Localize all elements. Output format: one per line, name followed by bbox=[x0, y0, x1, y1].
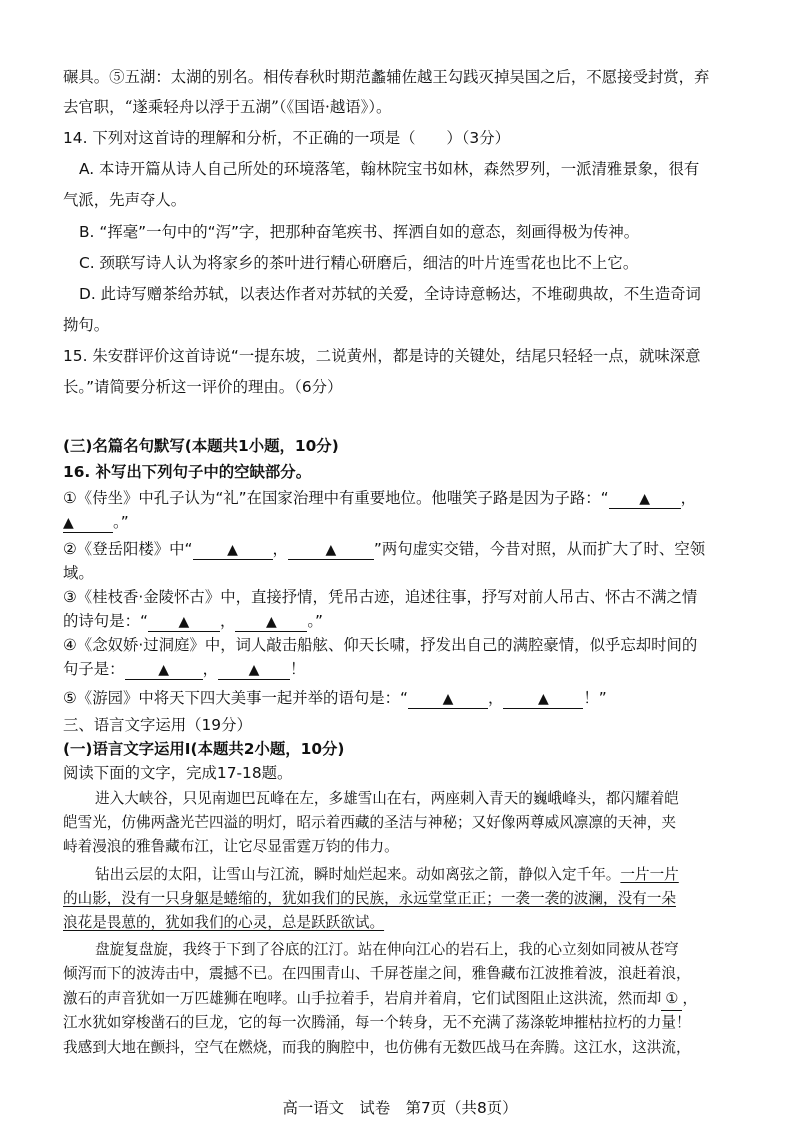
q14-option-b: B. “挥毫”一句中的“泻”字，把那种奋笔疾书、挥洒自如的意态，刻画得极为传神。 bbox=[79, 223, 640, 241]
q16-item-2-cont: 域。 bbox=[63, 564, 94, 582]
q15-line-2: 长。”请简要分析这一评价的理由。（6分） bbox=[63, 378, 343, 396]
answer-blank[interactable]: ▲ bbox=[148, 614, 220, 632]
q16-item-1: ①《侍坐》中孔子认为“礼”在国家治理中有重要地位。他嗤笑子路是因为子路：“ ▲ ， bbox=[63, 489, 697, 507]
q15-line-1: 15. 朱安群评价这首诗说“一提东坡，二说黄州，都是诗的关键处，结尾只轻轻一点，就味深意 bbox=[63, 347, 701, 365]
q16-item-2: ②《登岳阳楼》中“ ▲ ， ▲ ”两句虚实交错，今昔对照，从而扩大了时、空领 bbox=[63, 540, 706, 558]
q16-item-3: ③《桂枝香·金陵怀古》中，直接抒情，凭吊古迹，追述往事，抒写对前人吊古、怀古不满之情 bbox=[63, 588, 698, 606]
q14-option-d: D. 此诗写赠茶给苏轼，以表达作者对苏轼的关爱，全诗诗意畅达，不堆砌典故，不生造奇词 bbox=[79, 285, 701, 303]
q16-item-3-cont: 的诗句是：“ ▲ ， ▲ 。” bbox=[63, 612, 324, 630]
passage-p1-line-3: 峙着漫浪的雅鲁藏布江，让它尽显雷霆万钧的伟力。 bbox=[63, 838, 399, 855]
answer-blank[interactable]: ▲ bbox=[63, 515, 113, 533]
q14-option-c: C. 颈联写诗人认为将家乡的茶叶进行精心研磨后，细洁的叶片连雪花也比不上它。 bbox=[79, 254, 639, 272]
passage-p2-line-2: 的山影，没有一只身躯是蜷缩的，犹如我们的民族，永远堂堂正正；一袭一袭的波澜，没有一朵 bbox=[63, 890, 676, 907]
q14-option-a: A. 本诗开篇从诗人自己所处的环境落笔，翰林院宝书如林，森然罗列，一派清雅景象，很有 bbox=[79, 160, 700, 178]
part-3-subheading: (一)语言文字运用Ⅰ(本题共2小题，10分) bbox=[63, 740, 345, 758]
note-line-2: 去官职，“遂乘轻舟以浮于五湖”（《国语·越语》）。 bbox=[63, 98, 392, 116]
blank-marker-1[interactable]: ① bbox=[661, 988, 682, 1011]
answer-blank[interactable]: ▲ bbox=[235, 614, 307, 632]
q16-item-1-cont: ▲ 。” bbox=[63, 513, 129, 531]
passage-p3-line-5: 我感到大地在颤抖，空气在燃烧，而我的胸腔中，也仿佛有无数匹战马在奔腾。这江水，这洪流， bbox=[63, 1039, 691, 1056]
answer-blank[interactable]: ▲ bbox=[218, 662, 290, 680]
passage-p1-line-2: 皑雪光，仿佛两盏光芒四溢的明灯，昭示着西藏的圣洁与神秘；又好像两尊威风凛凛的天神，夹 bbox=[63, 814, 676, 831]
part-3-heading: 三、语言文字运用（19分） bbox=[63, 716, 252, 734]
reading-instruction: 阅读下面的文字，完成17-18题。 bbox=[63, 764, 293, 782]
underlined-sentence: 一片一片 bbox=[620, 866, 679, 883]
answer-blank[interactable]: ▲ bbox=[503, 691, 583, 709]
q16-item-5: ⑤《游园》中将天下四大美事一起并举的语句是：“ ▲ ， ▲ ！” bbox=[63, 689, 607, 707]
passage-p3-line-4: 江水犹如穿梭凿石的巨龙，它的每一次腾涌，每一个转身，无不充满了荡涤乾坤摧枯拉朽的力量！ bbox=[63, 1014, 691, 1031]
section-3-heading: (三)名篇名句默写(本题共1小题，10分) bbox=[63, 437, 339, 455]
answer-blank[interactable]: ▲ bbox=[288, 542, 374, 560]
passage-p2-line-3: 浪花是畏葸的，犹如我们的心灵，总是跃跃欲试。 bbox=[63, 914, 385, 931]
answer-blank[interactable]: ▲ bbox=[408, 691, 488, 709]
q16-item-4-cont: 句子是： ▲ ， ▲ ！ bbox=[63, 660, 306, 678]
passage-p2-line-1: 钻出云层的太阳，让雪山与江流，瞬时灿烂起来。动如离弦之箭，静似入定千年。一片一片 bbox=[95, 866, 679, 883]
q14-stem: 14. 下列对这首诗的理解和分析，不正确的一项是（ ）（3分） bbox=[63, 129, 511, 147]
passage-p1-line-1: 进入大峡谷，只见南迦巴瓦峰在左，多雄雪山在右，两座刺入青天的巍峨峰头，都闪耀着皑 bbox=[95, 790, 679, 807]
q16-item-4: ④《念奴娇·过洞庭》中，词人敲击船舷、仰天长啸，抒发出自己的满腔豪情，似乎忘却时间的 bbox=[63, 636, 698, 654]
passage-p3-line-1: 盘旋复盘旋，我终于下到了谷底的江汀。站在伸向江心的岩石上，我的心立刻如同被从苍穹 bbox=[95, 941, 679, 958]
answer-blank[interactable]: ▲ bbox=[193, 542, 273, 560]
passage-p3-line-2: 倾泻而下的波涛击中，震撼不已。在四围青山、千屏苍崖之间，雅鲁藏布江波推着波，浪赶着浪， bbox=[63, 965, 691, 982]
page-footer: 高一语文 试卷 第7页（共8页） bbox=[282, 1099, 518, 1117]
q16-stem: 16. 补写出下列句子中的空缺部分。 bbox=[63, 463, 312, 481]
q14-option-d-cont: 拗句。 bbox=[63, 316, 110, 334]
q14-option-a-cont: 气派，先声夺人。 bbox=[63, 191, 187, 209]
note-line-1: 碾具。⑤五湖：太湖的别名。相传春秋时期范蠡辅佐越王勾践灭掉吴国之后，不愿接受封赏，弃 bbox=[63, 68, 710, 86]
answer-blank[interactable]: ▲ bbox=[609, 491, 681, 509]
passage-p3-line-3: 激石的声音犹如一万匹雄狮在咆哮。山手拉着手，岩肩并着肩，它们试图阻止这洪流，然而却 ① ， bbox=[63, 988, 697, 1011]
answer-blank[interactable]: ▲ bbox=[125, 662, 203, 680]
